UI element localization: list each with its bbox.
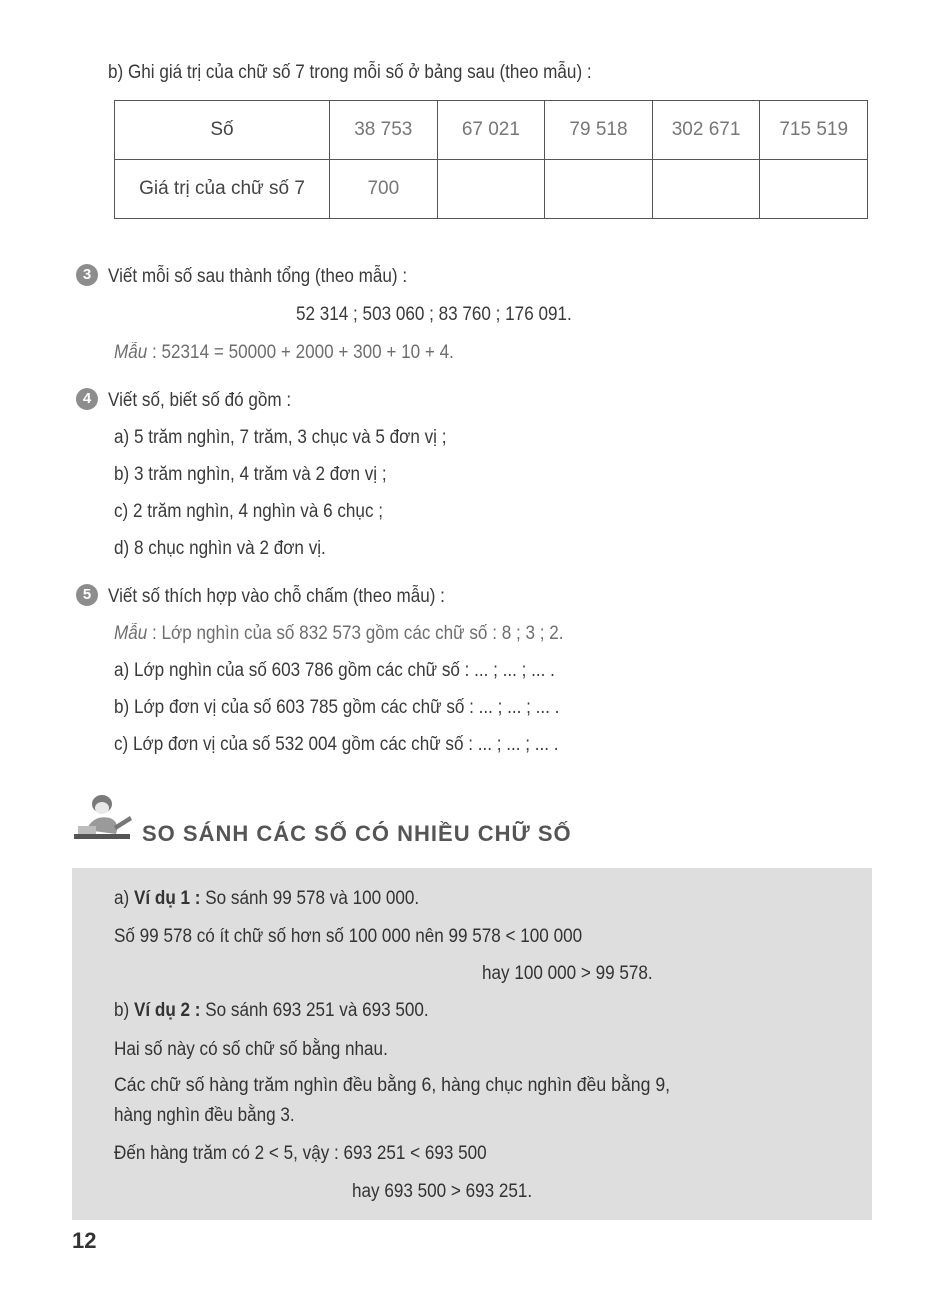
table-cell: 67 021	[437, 101, 545, 160]
exercise-3-sample	[114, 342, 454, 364]
example-2-line: Các chữ số hàng trăm nghìn đều bằng 6, hàng chục nghìn đều bằng 9,	[114, 1075, 671, 1096]
example-1-prefix: a)	[114, 888, 134, 909]
example-2-heading	[114, 1000, 429, 1022]
list-item: b) Lớp đơn vị của số 603 785 gồm các chữ số : ... ; ... ; ... .	[114, 697, 560, 718]
table-cell: 79 518	[545, 101, 653, 160]
table-cell: 700	[330, 160, 438, 219]
example-1-line: hay 100 000 > 99 578.	[482, 963, 653, 984]
digit-value-table	[114, 100, 868, 219]
example-1-label: Ví dụ 1 :	[133, 888, 201, 909]
table-cell: 302 671	[652, 101, 760, 160]
exercise-3-instruction: Viết mỗi số sau thành tổng (theo mẫu) :	[108, 266, 408, 287]
list-item: a) Lớp nghìn của số 603 786 gồm các chữ số : ... ; ... ; ... .	[114, 660, 555, 681]
example-1-line: Số 99 578 có ít chữ số hơn số 100 000 nên 99 578 < 100 000	[114, 926, 583, 947]
table-cell: 715 519	[760, 101, 868, 160]
sample-text: : 52314 = 50000 + 2000 + 300 + 10 + 4.	[147, 342, 454, 363]
example-2-line: hay 693 500 > 693 251.	[352, 1181, 533, 1202]
table-cell	[652, 160, 760, 219]
exercise-4-instruction: Viết số, biết số đó gồm :	[108, 390, 292, 411]
example-2-line: Hai số này có số chữ số bằng nhau.	[114, 1039, 388, 1060]
exercise-3-numbers: 52 314 ; 503 060 ; 83 760 ; 176 091.	[296, 304, 572, 325]
sample-label: Mẫu	[114, 342, 148, 363]
example-2-prefix: b)	[114, 1000, 134, 1021]
table-cell: 38 753	[330, 101, 438, 160]
table-row	[115, 160, 868, 219]
table-value-label: Giá trị của chữ số 7	[115, 160, 330, 219]
example-2-text: So sánh 693 251 và 693 500.	[200, 1000, 429, 1021]
exercise-5-instruction: Viết số thích hợp vào chỗ chấm (theo mẫu) :	[108, 586, 445, 607]
example-2-line: hàng nghìn đều bằng 3.	[114, 1105, 295, 1126]
exercise-5-badge: 5	[76, 584, 98, 606]
exercise-4-badge: 4	[76, 388, 98, 410]
sample-text: : Lớp nghìn của số 832 573 gồm các chữ số : 8 ; 3 ; 2.	[147, 623, 564, 644]
section-title: SO SÁNH CÁC SỐ CÓ NHIỀU CHỮ SỐ	[142, 821, 572, 846]
example-2-line: Đến hàng trăm có 2 < 5, vậy : 693 251 < 693 500	[114, 1143, 487, 1164]
student-mascot-icon	[72, 790, 134, 848]
sample-label: Mẫu	[114, 623, 148, 644]
example-1-heading	[114, 888, 419, 910]
exercise-3-badge: 3	[76, 264, 98, 286]
list-item: b) 3 trăm nghìn, 4 trăm và 2 đơn vị ;	[114, 464, 387, 485]
table-row	[115, 101, 868, 160]
list-item: d) 8 chục nghìn và 2 đơn vị.	[114, 538, 326, 559]
table-cell	[760, 160, 868, 219]
list-item: a) 5 trăm nghìn, 7 trăm, 3 chục và 5 đơn vị ;	[114, 427, 447, 448]
table-cell	[437, 160, 545, 219]
table-header-label: Số	[115, 101, 330, 160]
page-number: 12	[72, 1228, 97, 1253]
part-b-instruction: b) Ghi giá trị của chữ số 7 trong mỗi số ở bảng sau (theo mẫu) :	[108, 62, 592, 83]
list-item: c) Lớp đơn vị của số 532 004 gồm các chữ số : ... ; ... ; ... .	[114, 734, 559, 755]
exercise-5-sample	[114, 623, 563, 645]
table-cell	[545, 160, 653, 219]
example-2-label: Ví dụ 2 :	[133, 1000, 201, 1021]
list-item: c) 2 trăm nghìn, 4 nghìn và 6 chục ;	[114, 501, 384, 522]
example-1-text: So sánh 99 578 và 100 000.	[200, 888, 420, 909]
